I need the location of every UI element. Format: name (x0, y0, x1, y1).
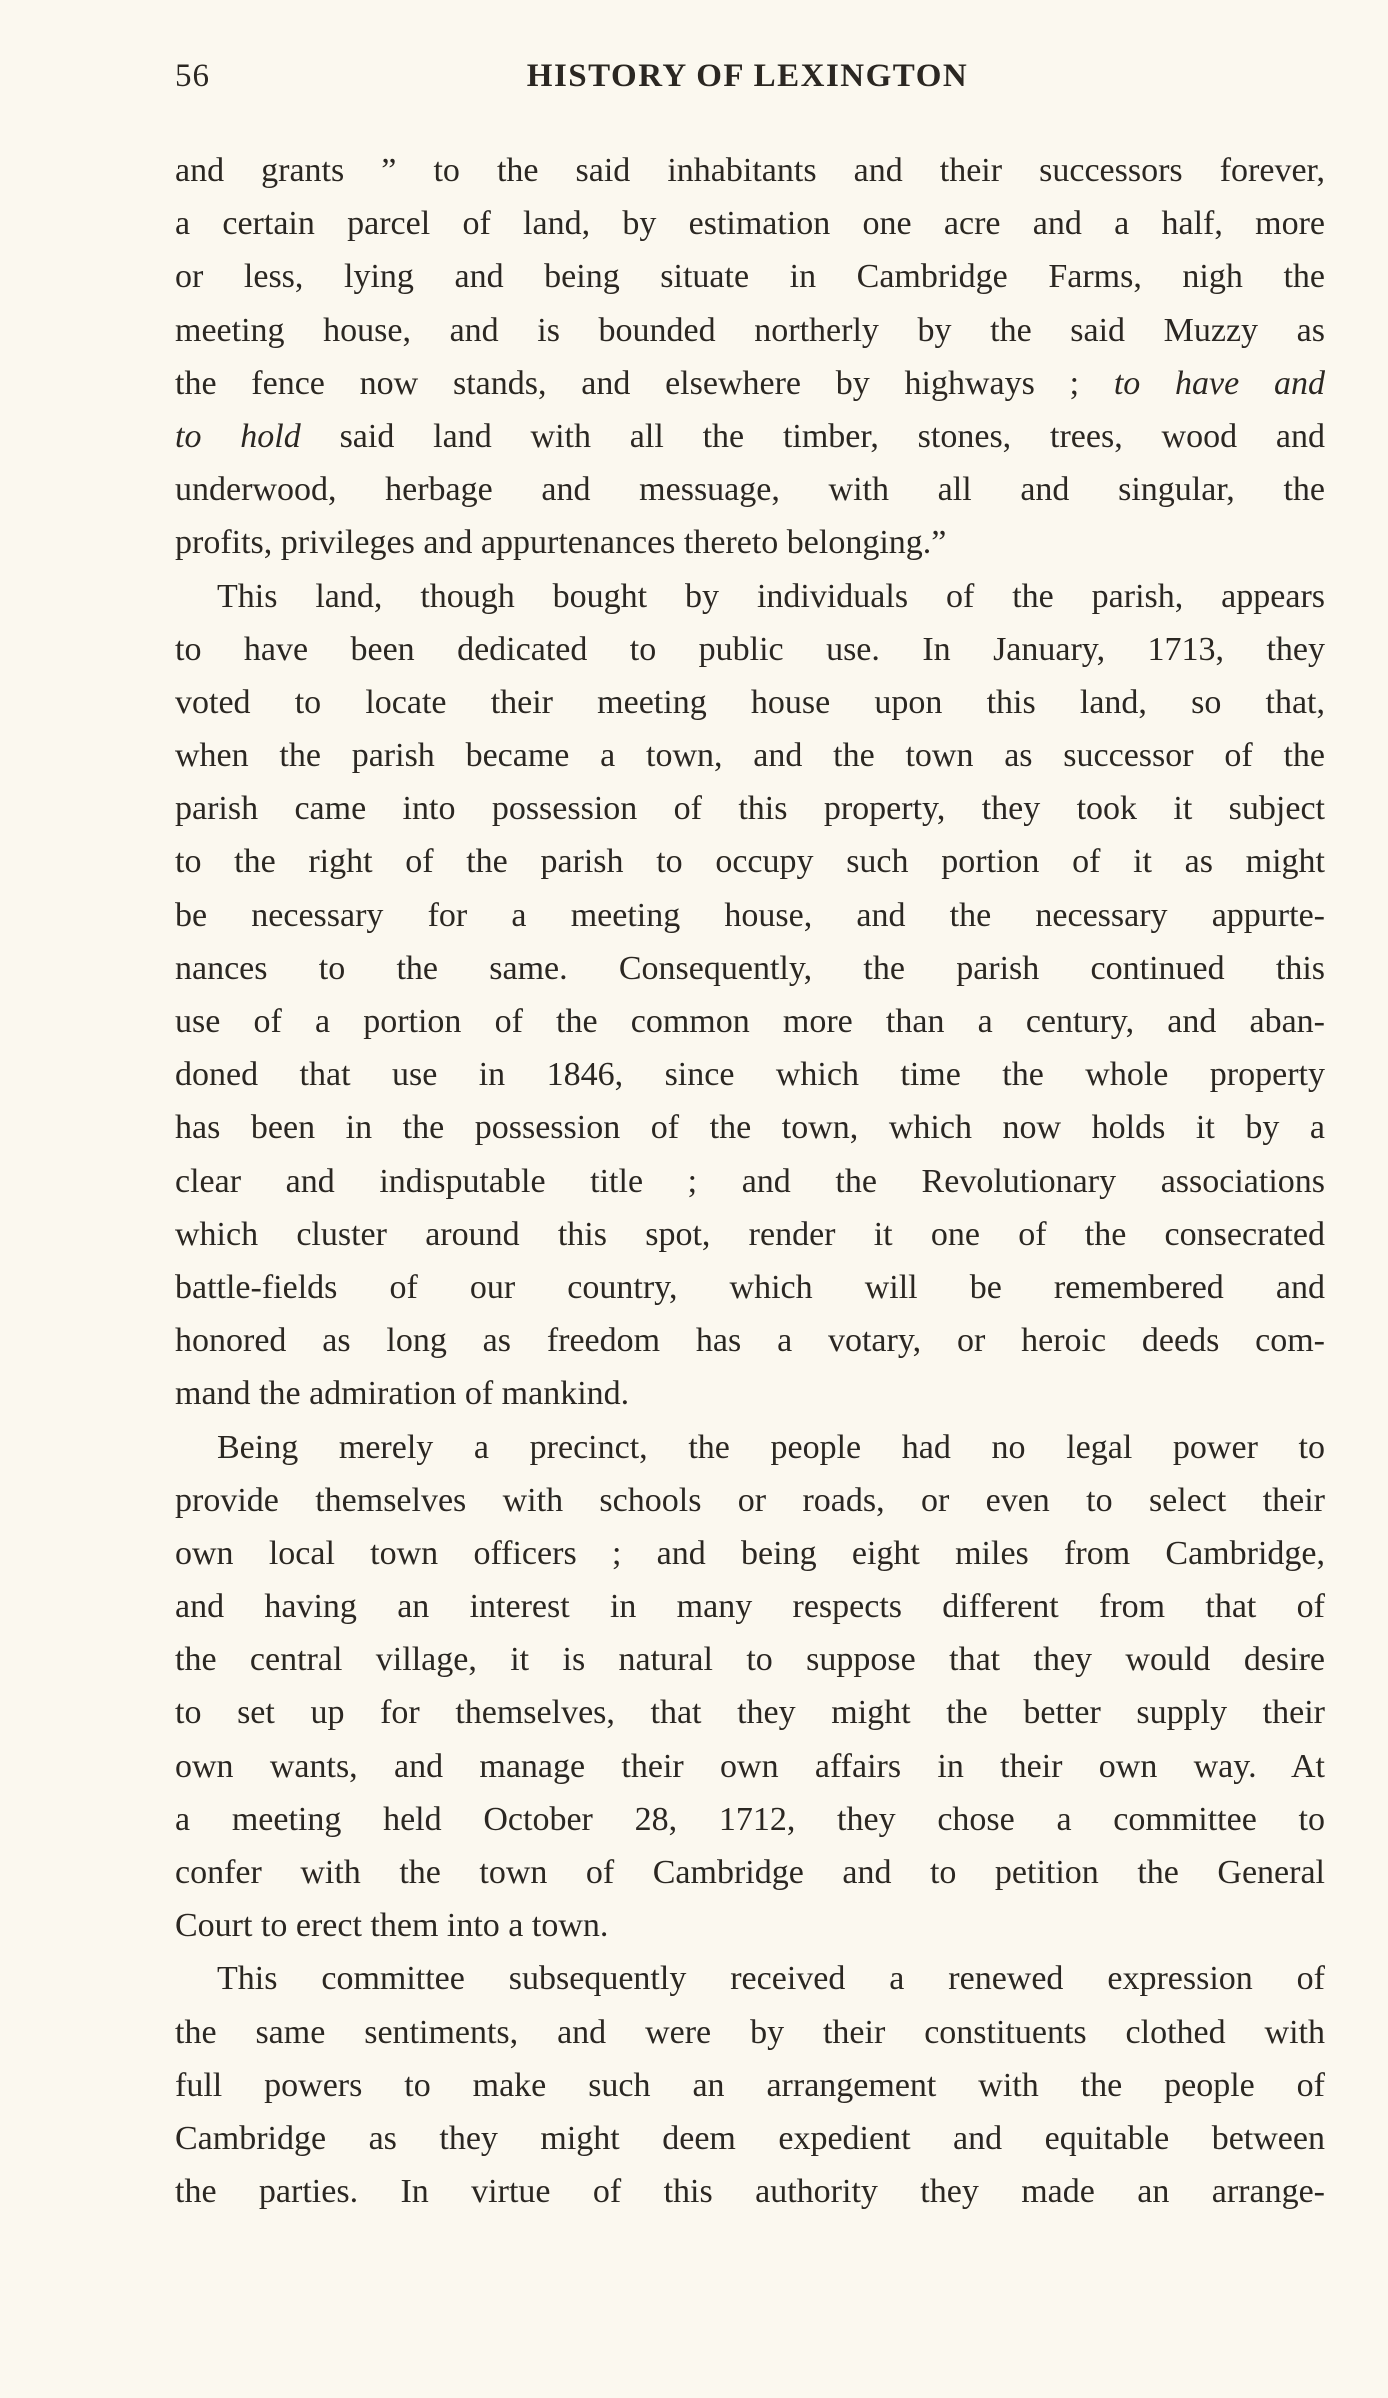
italic-phrase: to have and (1113, 364, 1325, 402)
body-text (175, 144, 1325, 2218)
text-line (175, 410, 1325, 463)
text-segment: the fence now stands, and elsewhere by highways ; (175, 364, 1080, 402)
text-line: to have been dedicated to public use. In January, 1713, they (175, 630, 1325, 668)
text-line: Being merely a precinct, the people had no legal power to (217, 1428, 1325, 1466)
text-line: Court to erect them into a town. (175, 1907, 609, 1945)
text-line: parish came into possession of this property, they took it subject (175, 790, 1325, 828)
text-line: clear and indisputable title ; and the Revolutionary associations (175, 1162, 1325, 1200)
text-line: which cluster around this spot, render it one of the consecrated (175, 1215, 1325, 1253)
text-line: nances to the same. Consequently, the parish continued this (175, 949, 1325, 987)
text-line: own local town officers ; and being eight miles from Cambridge, (175, 1534, 1325, 1572)
text-segment: said land with all the timber, stones, trees, wood and (339, 417, 1325, 455)
text-line: provide themselves with schools or roads, or even to select their (175, 1481, 1325, 1519)
text-line: has been in the possession of the town, which now holds it by a (175, 1109, 1325, 1147)
text-line: profits, privileges and appurtenances thereto belonging.” (175, 524, 947, 562)
text-line: full powers to make such an arrangement with the people of (175, 2066, 1325, 2104)
running-head (175, 58, 1320, 108)
text-line: doned that use in 1846, since which time the whole property (175, 1056, 1325, 1094)
text-line: underwood, herbage and messuage, with all and singular, the (175, 471, 1325, 509)
text-line: meeting house, and is bounded northerly by the said Muzzy as (175, 311, 1325, 349)
italic-phrase: to hold (175, 417, 301, 455)
text-line: and having an interest in many respects different from that of (175, 1588, 1325, 1626)
page-number: 56 (175, 58, 210, 94)
text-line: to the right of the parish to occupy such portion of it as might (175, 843, 1325, 881)
text-line: use of a portion of the common more than a century, and aban- (175, 1003, 1325, 1040)
text-line: honored as long as freedom has a votary, or heroic deeds com- (175, 1322, 1325, 1360)
text-line: This land, though bought by individuals of the parish, appears (217, 577, 1325, 615)
text-line: a meeting held October 28, 1712, they chose a committee to (175, 1800, 1325, 1838)
text-line: be necessary for a meeting house, and the necessary appurte- (175, 896, 1325, 934)
running-title: HISTORY OF LEXINGTON (526, 58, 969, 94)
text-line: Cambridge as they might deem expedient and equitable between (175, 2119, 1325, 2157)
text-line: the parties. In virtue of this authority they made an arrange- (175, 2173, 1325, 2211)
text-line: a certain parcel of land, by estimation one acre and a half, more (175, 205, 1325, 243)
text-line: and grants ” to the said inhabitants and their successors forever, (175, 152, 1325, 189)
text-line (175, 357, 1325, 410)
text-line: or less, lying and being situate in Cambridge Farms, nigh the (175, 258, 1325, 296)
text-line: This committee subsequently received a renewed expression of (217, 1960, 1325, 1998)
text-line: mand the admiration of mankind. (175, 1375, 630, 1413)
text-line: battle-fields of our country, which will be remembered and (175, 1268, 1325, 1306)
text-line: the central village, it is natural to suppose that they would desire (175, 1641, 1325, 1679)
text-line: voted to locate their meeting house upon this land, so that, (175, 683, 1325, 721)
text-line: own wants, and manage their own affairs in their own way. At (175, 1747, 1325, 1785)
text-line: confer with the town of Cambridge and to petition the General (175, 1854, 1325, 1891)
text-line: when the parish became a town, and the town as successor of the (175, 737, 1325, 775)
text-line: to set up for themselves, that they might the better supply their (175, 1694, 1325, 1732)
text-line: the same sentiments, and were by their constituents clothed with (175, 2013, 1325, 2051)
